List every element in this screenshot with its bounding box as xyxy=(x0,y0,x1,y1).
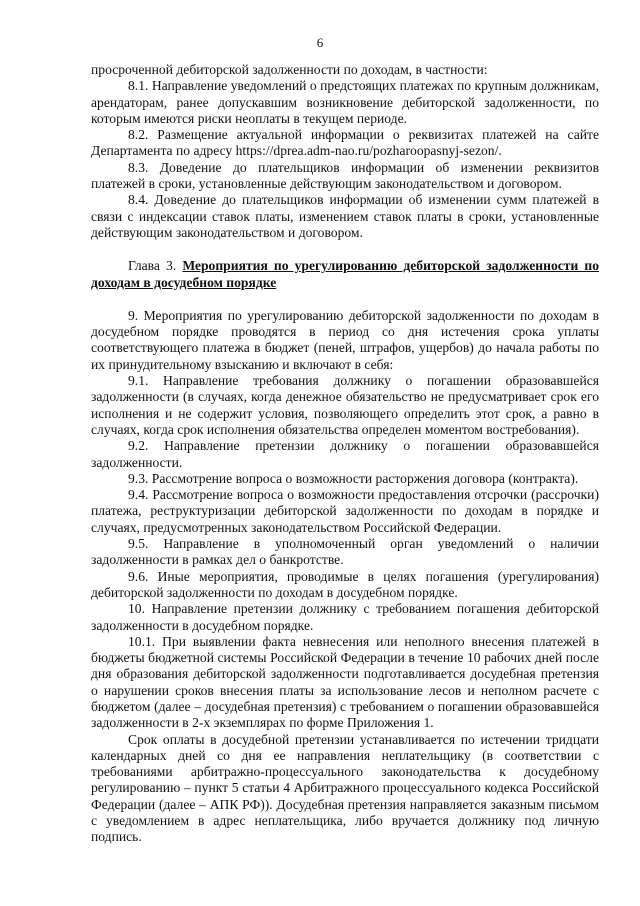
chapter-title: Мероприятия по урегулированию дебиторской задолженности по доходам в досудебном порядке xyxy=(91,258,600,290)
paragraph-10: 10. Направление претензии должнику с требованием погашения дебиторской задолженности в досудебном порядке. xyxy=(91,601,599,633)
paragraph-8-4: 8.4. Доведение до плательщиков информации об изменении сумм платежей в связи с индексации ставок платы, изменением ставок платы в сроки, установленные действующим законодательством и договором. xyxy=(91,192,599,240)
chapter-heading xyxy=(91,258,599,291)
paragraph-9-3: 9.3. Рассмотрение вопроса о возможности расторжения договора (контракта). xyxy=(128,470,579,486)
document-body xyxy=(91,62,599,846)
paragraph-9-6: 9.6. Иные мероприятия, проводимые в целях погашения (урегулирования) дебиторской задолженности по доходам в досудебном порядке. xyxy=(91,568,599,600)
page-number: 6 xyxy=(316,35,324,50)
paragraph-8-2: 8.2. Размещение актуальной информации о реквизитах платежей на сайте Департамента по адресу https://dprea.adm-nao.ru/pozharoopasnyj-sezon/. xyxy=(91,127,599,159)
paragraph: просроченной дебиторской задолженности по доходам, в частности: xyxy=(91,62,488,77)
paragraph-9: 9. Мероприятия по урегулированию дебиторской задолженности по доходам в досудебном порядке проводятся в период со дня истечения срока уплаты соответствующего платежа в бюджет (пеней, штрафов, ущербов) до начала работы по их принудительному взысканию и включают в себя: xyxy=(91,307,599,372)
paragraph-9-2: 9.2. Направление претензии должнику о погашении образовавшейся задолженности. xyxy=(91,438,599,470)
chapter-prefix: Глава 3. xyxy=(128,258,183,274)
paragraph-8-3: 8.3. Доведение до плательщиков информации об изменении реквизитов платежей в сроки, установленные действующим законодательством и договором. xyxy=(91,159,599,192)
paragraph-9-1: 9.1. Направление требования должнику о погашении образовавшейся задолженности (в случаях, когда денежное обязательство не предусматривает срок его исполнения и не содержит условия, позволяющего определить этот срок, а равно в случаях, когда срок исполнения обязательства определен моментом востребования). xyxy=(91,373,599,437)
paragraph-9-4: 9.4. Рассмотрение вопроса о возможности предоставления отсрочки (рассрочки) платежа, реструктуризации дебиторской задолженности по доходам в порядке и случаях, предусмотренных законодательством Российской Федерации. xyxy=(91,487,599,535)
paragraph-10-1: 10.1. При выявлении факта невнесения или неполного внесения платежей в бюджеты бюджетной системы Российской Федерации в течение 10 рабочих дней после дня образования дебиторской задолженности подготавливается досудебная претензия о нарушении сроков внесения платы за использование лесов и неполном расчете с бюджетом (далее – досудебная претензия) с требованием о погашении образовавшейся задолженности в 2-х экземплярах по форме Приложения 1. xyxy=(91,633,599,731)
paragraph-8-1: 8.1. Направление уведомлений о предстоящих платежах по крупным должникам, арендаторам, ранее допускавшим возникновение дебиторской задолженности, по которым имеются риски неоплаты в текущем периоде. xyxy=(91,78,599,126)
paragraph-payment-term: Срок оплаты в досудебной претензии устанавливается по истечении тридцати календарных дней со дня ее направления неплательщику (в соответствии с требованиями арбитражно-процессуального законодательства к досудебному регулированию – пункт 5 статьи 4 Арбитражного процессуального кодекса Российской Федерации (далее – АПК РФ)). Досудебная претензия направляется заказным письмом с уведомлением в адрес неплательщика, либо вручается должнику под личную подпись. xyxy=(91,731,599,845)
paragraph-9-5: 9.5. Направление в уполномоченный орган уведомлений о наличии задолженности в рамках дел о банкротстве. xyxy=(91,536,599,568)
